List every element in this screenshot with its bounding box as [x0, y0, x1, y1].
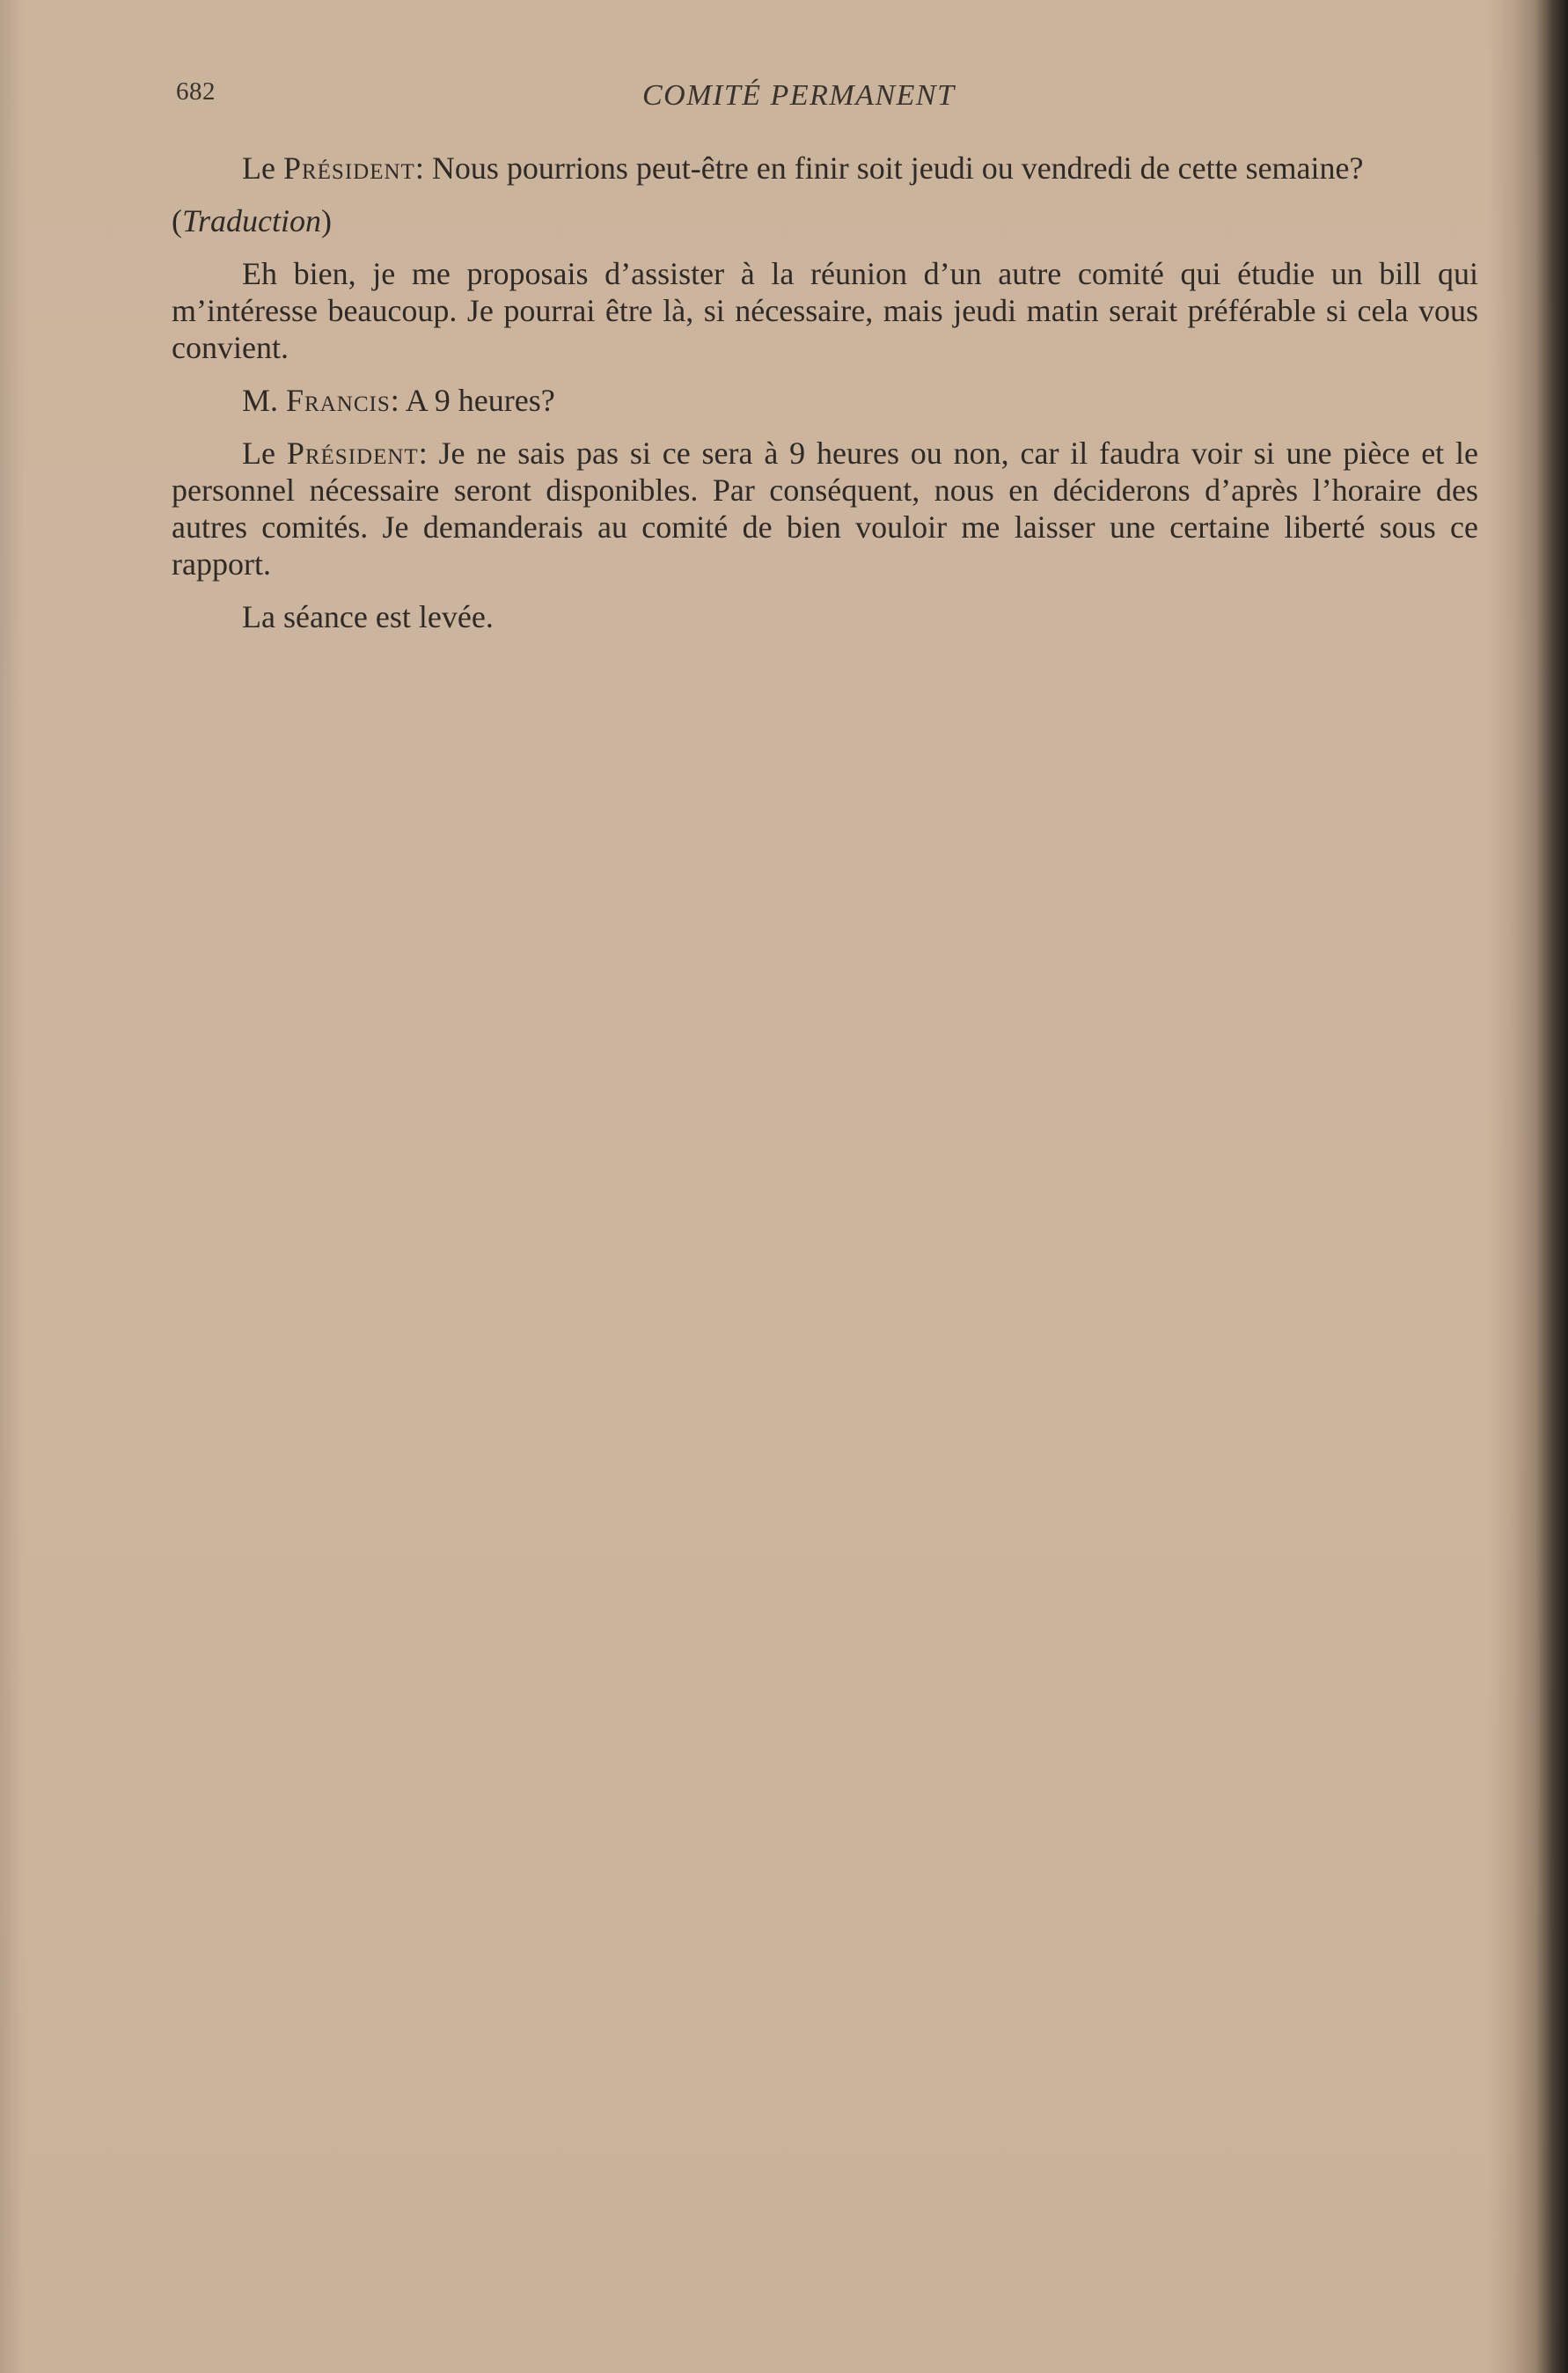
page-header: [176, 77, 1478, 121]
paragraph-text: La séance est levée.: [242, 599, 494, 634]
paragraph-adjournment: [172, 598, 1478, 635]
speaker-name: Président: [286, 436, 419, 471]
paragraph-text: Eh bien, je me proposais d’assister à la réunion d’un autre comité qui étudie un bill qui m’intéresse beaucoup. Je pourrai être là, si nécessaire, mais jeudi matin serait préférable si cela vous convient.: [172, 256, 1478, 365]
translation-note: [172, 202, 1478, 239]
speaker-prefix: Le: [242, 436, 287, 471]
paragraph-president-2: [172, 435, 1478, 582]
speaker-name: Président: [282, 150, 415, 186]
body-text: [172, 150, 1478, 651]
note-open-paren: (: [172, 203, 182, 238]
note-close-paren: ): [321, 203, 333, 238]
page-number: 682: [176, 77, 216, 106]
speaker-prefix: M.: [242, 383, 287, 418]
paragraph-text: : A 9 heures?: [390, 383, 555, 418]
paragraph-translated-reply: [172, 255, 1478, 366]
paragraph-text: : Je ne sais pas si ce sera à 9 heures ou non, car il faudra voir si une pièce et le personnel nécessaire seront disponibles. Par conséquent, nous en déciderons d’après l’horaire des autres comités. Je demanderais au comité de bien vouloir me laisser une certaine liberté sous ce rapport.: [172, 436, 1479, 582]
speaker-prefix: Le: [242, 150, 283, 186]
running-title: COMITÉ PERMANENT: [642, 79, 956, 112]
paragraph-francis: [172, 382, 1478, 419]
paragraph-text: : Nous pourrions peut-être en finir soit jeudi ou vendredi de cette semaine?: [414, 150, 1364, 186]
speaker-name: Francis: [286, 383, 391, 418]
translation-label: Traduction: [182, 203, 322, 238]
paragraph-president-1: [172, 150, 1478, 187]
